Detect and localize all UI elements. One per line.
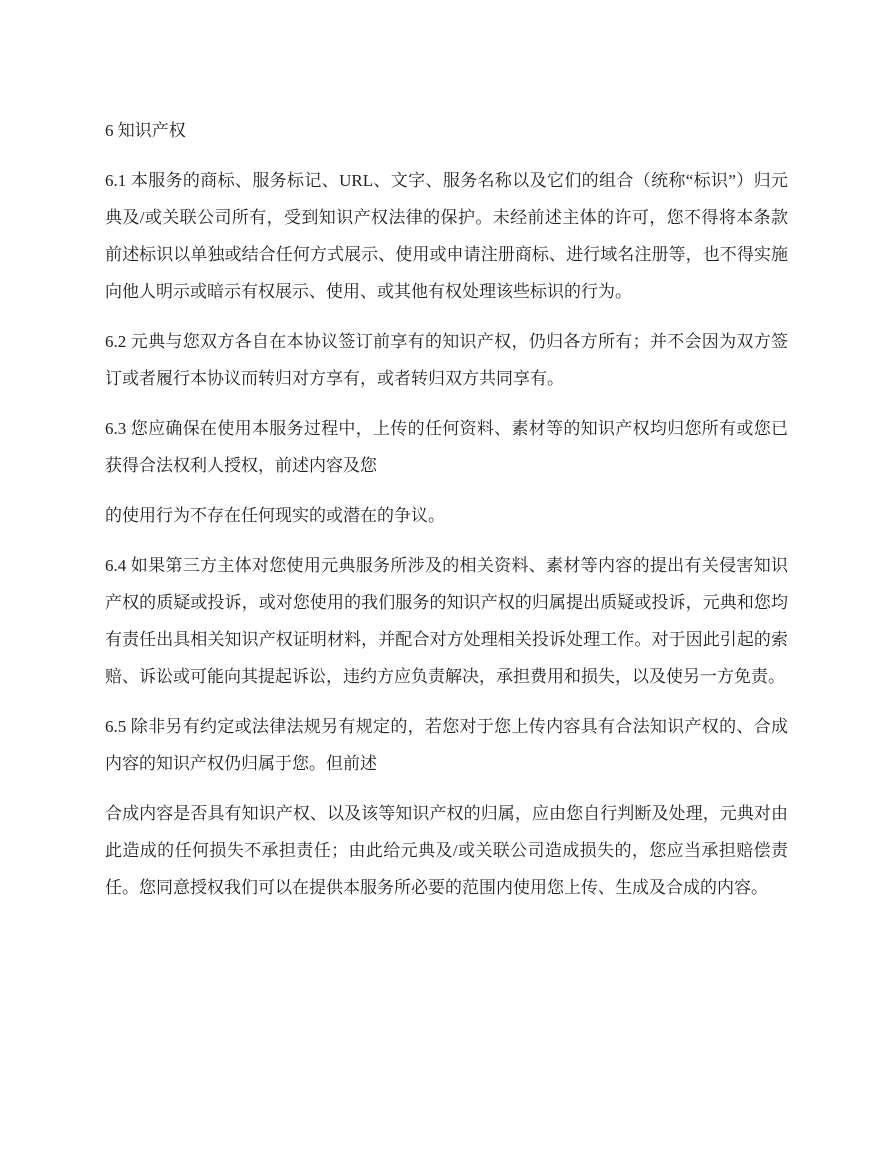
paragraph-6-1: 6.1 本服务的商标、服务标记、URL、文字、服务名称以及它们的组合（统称“标识”）归元典及/或关联公司所有，受到知识产权法律的保护。未经前述主体的许可，您不得将本条款前述标识以单独或结合任何方式展示、使用或申请注册商标、进行域名注册等，也不得实施向他人明示或暗示有权展示、使用、或其他有权处理该些标识的行为。 — [105, 171, 788, 301]
paragraph-6-2: 6.2 元典与您双方各自在本协议签订前享有的知识产权，仍归各方所有；并不会因为双方签订或者履行本协议而转归对方享有，或者转归双方共同享有。 — [105, 332, 788, 388]
paragraph-6-3-continued: 的使用行为不存在任何现实的或潜在的争议。 — [105, 506, 445, 525]
paragraph-6-5: 6.5 除非另有约定或法律法规另有规定的，若您对于您上传内容具有合法知识产权的、合成内容的知识产权仍归属于您。但前述 — [105, 717, 788, 773]
paragraph-6-5-continued: 合成内容是否具有知识产权、以及该等知识产权的归属，应由您自行判断及处理，元典对由此造成的任何损失不承担责任；由此给元典及/或关联公司造成损失的，您应当承担赔偿责任。您同意授权我们可以在提供本服务所必要的范围内使用您上传、生成及合成的内容。 — [105, 804, 788, 897]
paragraph-6-4: 6.4 如果第三方主体对您使用元典服务所涉及的相关资料、素材等内容的提出有关侵害知识产权的质疑或投诉，或对您使用的我们服务的知识产权的归属提出质疑或投诉，元典和您均有责任出具相关知识产权证明材料，并配合对方处理相关投诉处理工作。对于因此引起的索赔、诉讼或可能向其提起诉讼，违约方应负责解决，承担费用和损失，以及使另一方免责。 — [105, 556, 788, 686]
paragraph-6-3: 6.3 您应确保在使用本服务过程中，上传的任何资料、素材等的知识产权均归您所有或您已获得合法权利人授权，前述内容及您 — [105, 419, 788, 475]
section-heading: 6 知识产权 — [105, 121, 186, 140]
